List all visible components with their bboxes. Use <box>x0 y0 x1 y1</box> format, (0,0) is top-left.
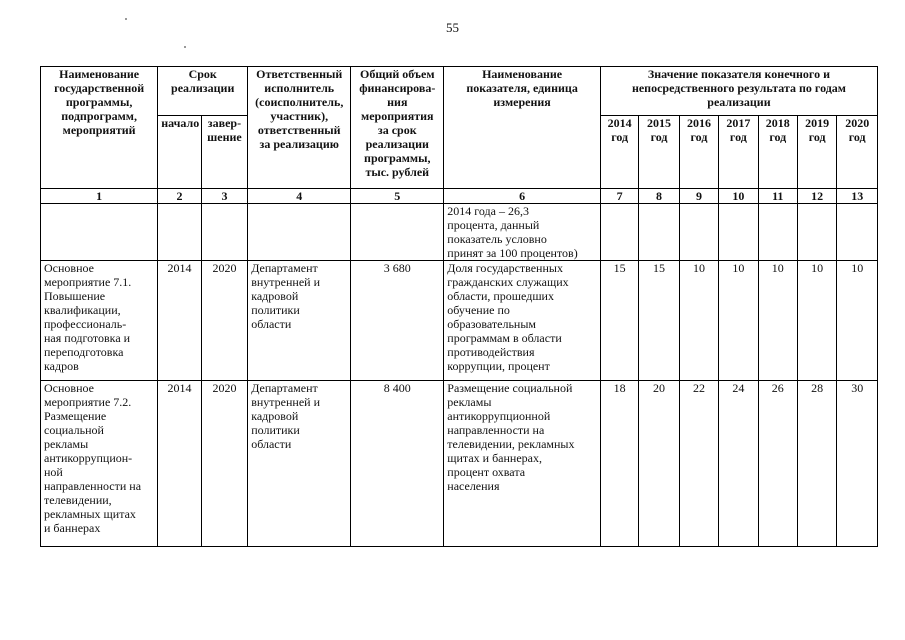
cell-value-2014 <box>600 204 638 261</box>
cell-funding <box>351 204 444 261</box>
cell-value-2015: 15 <box>639 261 679 381</box>
header-funding: Общий объем финансирова- ния мероприятия за срок реализации программы, тыс. рублей <box>351 67 444 189</box>
cell-program-name: Основное мероприятие 7.2. Размещение социальной рекламы антикоррупцион- ной направленности на телевидении, рекламных щитах и баннерах <box>41 381 158 547</box>
cell-end: 2020 <box>201 261 248 381</box>
cell-end: 2020 <box>201 381 248 547</box>
page-number: 55 <box>446 20 459 35</box>
cell-value-2014: 18 <box>600 381 638 547</box>
header-program-name: Наименование государственной программы, подпрограмм, мероприятий <box>41 67 158 189</box>
column-number: 1 <box>41 189 158 204</box>
cell-value-2015: 20 <box>639 381 679 547</box>
header-responsible: Ответственный исполнитель (соисполнитель, участник), ответственный за реализацию <box>248 67 351 189</box>
column-number: 5 <box>351 189 444 204</box>
table-row <box>41 261 878 381</box>
cell-value-2018: 26 <box>758 381 797 547</box>
cell-responsible: Департамент внутренней и кадровой политики области <box>248 381 351 547</box>
column-number: 3 <box>201 189 248 204</box>
cell-value-2016 <box>679 204 718 261</box>
cell-value-2020: 30 <box>837 381 878 547</box>
cell-indicator: Размещение социальной рекламы антикоррупционной направленности на телевидении, рекламных щитах и баннерах, процент охвата населения <box>444 381 601 547</box>
table-row <box>41 381 878 547</box>
cell-program-name <box>41 204 158 261</box>
header-start: начало <box>158 116 201 189</box>
cell-value-2014: 15 <box>600 261 638 381</box>
table-row <box>41 204 878 261</box>
column-number: 6 <box>444 189 601 204</box>
cell-value-2018 <box>758 204 797 261</box>
column-number: 11 <box>758 189 797 204</box>
header-indicator: Наименование показателя, единица измерения <box>444 67 601 189</box>
column-number: 4 <box>248 189 351 204</box>
scan-speck <box>184 46 186 48</box>
column-number: 10 <box>719 189 758 204</box>
header-year-2018: 2018 год <box>758 116 797 189</box>
cell-value-2019: 10 <box>797 261 836 381</box>
cell-value-2016: 22 <box>679 381 718 547</box>
header-year-2017: 2017 год <box>719 116 758 189</box>
header-year-2019: 2019 год <box>797 116 836 189</box>
cell-value-2017: 24 <box>719 381 758 547</box>
cell-value-2020: 10 <box>837 261 878 381</box>
column-number: 8 <box>639 189 679 204</box>
cell-responsible <box>248 204 351 261</box>
indicators-table <box>40 66 878 547</box>
header-term: Срок реализации <box>158 67 248 116</box>
column-number: 2 <box>158 189 201 204</box>
header-year-2014: 2014 год <box>600 116 638 189</box>
header-year-2016: 2016 год <box>679 116 718 189</box>
cell-value-2020 <box>837 204 878 261</box>
header-years-group: Значение показателя конечного и непосредственного результата по годам реализации <box>600 67 877 116</box>
column-number: 9 <box>679 189 718 204</box>
cell-start: 2014 <box>158 381 201 547</box>
header-end: завер- шение <box>201 116 248 189</box>
cell-value-2019 <box>797 204 836 261</box>
cell-indicator: 2014 года – 26,3 процента, данный показатель условно принят за 100 процентов) <box>444 204 601 261</box>
header-year-2020: 2020 год <box>837 116 878 189</box>
cell-start: 2014 <box>158 261 201 381</box>
cell-value-2019: 28 <box>797 381 836 547</box>
cell-value-2017: 10 <box>719 261 758 381</box>
cell-value-2016: 10 <box>679 261 718 381</box>
scan-speck <box>125 18 127 20</box>
cell-value-2018: 10 <box>758 261 797 381</box>
cell-funding: 3 680 <box>351 261 444 381</box>
cell-start <box>158 204 201 261</box>
cell-program-name: Основное мероприятие 7.1. Повышение квалификации, профессиональ- ная подготовка и переподготовка кадров <box>41 261 158 381</box>
cell-value-2015 <box>639 204 679 261</box>
cell-value-2017 <box>719 204 758 261</box>
column-number: 7 <box>600 189 638 204</box>
column-number: 12 <box>797 189 836 204</box>
cell-responsible: Департамент внутренней и кадровой политики области <box>248 261 351 381</box>
cell-indicator: Доля государственных гражданских служащих области, прошедших обучение по образовательным программам в области противодействия коррупции, процент <box>444 261 601 381</box>
column-number: 13 <box>837 189 878 204</box>
cell-end <box>201 204 248 261</box>
cell-funding: 8 400 <box>351 381 444 547</box>
header-year-2015: 2015 год <box>639 116 679 189</box>
column-number-row <box>41 189 878 204</box>
